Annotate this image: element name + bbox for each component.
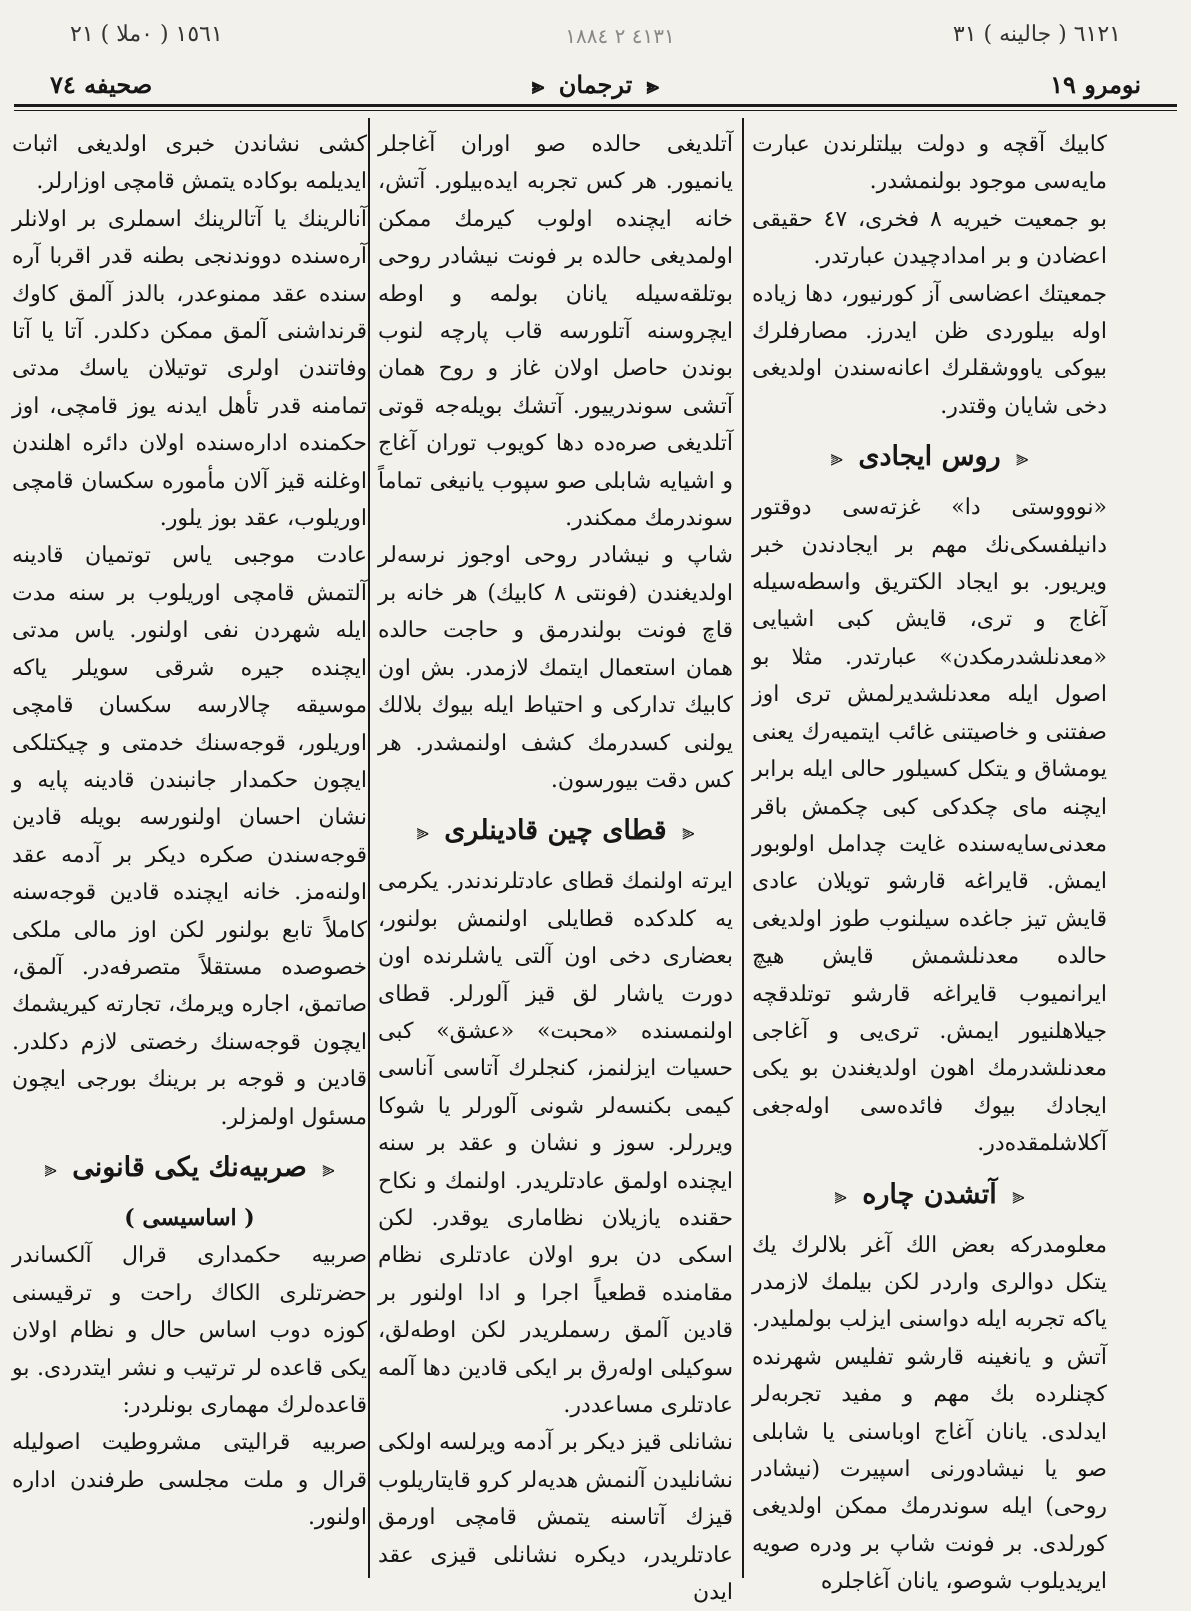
headline-text: روس ايجادى [858,441,1001,473]
top-mark-left: ١٥٦١ ( ٠ملا ) ٢١ [70,22,223,47]
ornament-icon: ⫷ [1016,446,1029,472]
paragraph: ايرته اولنمك قطاى عادتلرندندر. يكرمى يه كلدكده قطايلى اولنمش بولنور، بعضارى دخى اون آلتى ياشلرنده اون دورت ياشار لق قيز آلورلر. قطاى اولنمسنده «محبت» «عشق» كبى حسيات ايزلنمز، كنجلرك آتاسى آناسى كيمى بكنسه‌لر شونى آلورلر يا شوكا ويررلر. سوز و نشان و عقد بر سنه ايچنده اولمق عادتلريدر. اولنمك و نكاح حقنده يازيلان نظامارى يوقدر. لكن اسكى دن برو اولان عادتلرى نظام مقامنده قطعياً اجرا و ادا اولنور بر قادين آلمق رسملريدر لكن اوطه‌لق، سوكيلى اوله‌رق بر ايكى قادين دها آلمه عادتلرى مساعددر. [378,869,733,1418]
headline-text: صربيه‌نك يكى قانونى [72,1151,307,1183]
header-rule [14,104,1177,107]
ornament-icon: ⫷ [531,73,545,99]
top-mark-right: ٦١٢١ ( جالينه ) ٣١ [952,22,1121,47]
column-right [752,126,1107,1595]
ornament-icon: ⫷ [44,1156,57,1182]
paragraph: شاپ و نيشادر روحى اوجوز نرسه‌لر اولديغندن (فونتى ٨ كابيك) هر خانه بر قاچ فونت بولندرمق و حاجت حالده همان استعمال ايتمك لازمدر. بش اون كابيك تداركى و احتياط ايله بيوك بلالك يولنى كسدرمك كشف اولنمشدر. هر كس دقت بيورسون. [378,543,733,793]
article-headline [752,1173,1107,1219]
masthead [20,66,1171,106]
paragraph: معلومدركه بعض الك آغر بلالرك يك يتكل دوالرى واردر لكن بيلمك لازمدر ياكه تجربه ايله دواسنى ايزلب بولمليدر. آتش و يانغينه قارشو تفليس شهرنده كچنلرده بك مهم و مفيد تجربه‌لر ايدلدى. يانان آغاج اوباسنى يا شابلى صو يا نيشادورنى اسپيرت (نيشادر روحى) ايله سوندرمك ممكن اولديغى كورلدى. بر فونت شاپ بر ودره صويه ايريديلوب شوصو، يانان آغاجلره [752,1232,1107,1595]
column-divider [742,118,744,1578]
newspaper-title [20,70,1171,99]
ornament-icon: ⫷ [834,1183,847,1209]
paragraph: آنالرينك يا آتالرينك اسملرى بر اولانلر آره‌سنده دووندنجى بطنه قدر اقربا آره سنده عقد ممنوعدر، بالدز آلمق كاوك قرنداشنى آلمق ممكن دكلدر. آتا يا آتا وفاتندن اولرى توتيلان ياسك مدتى تمامنه قدر تأهل ايدنه يوز قامچى، اوز حكمنده اداره‌سنده اولان دائره اهلندن اوغلنه قيز آلان مأموره سكسان قامچى اوريلوب، عقد بوز يلور. [12,206,367,532]
paragraph: كشى نشاندن خبرى اولديغى اثبات ايديلمه بوكاده يتمش قامچى اوزارلر. [12,132,367,195]
paragraph: صربيه حكمدارى قرال آلكساندر حضرتلرى الكاك راحت و ترقيسنى كوزه دوب اساس حال و نظام اولان يكى قاعده لر ترتيب و نشر ايتدردى. بو قاعده‌لرك مهمارى بونلردر: [12,1243,367,1418]
header-rule-thin [14,110,1177,111]
issue-number: نومرو ١٩ [1050,70,1141,99]
newspaper-name: ترجمان [558,70,633,99]
paragraph: صربيه قراليتى مشروطيت اصوليله قرال و ملت مجلسى طرفندن اداره اولنور. [12,1430,367,1531]
article-subheading: ( اساسيسى ) [124,1204,255,1231]
ornament-icon: ⫷ [416,820,429,846]
ornament-icon: ⫷ [1012,1183,1025,1209]
article-headline [378,809,733,855]
column-divider [368,118,370,1578]
paragraph: عادت موجبى ياس توتميان قادينه آلتمش قامچى اوريلوب بر سنه مدت ايله شهردن نفى اولنور. ياس مدتى ايچنده جيره شرقى سويلر ياكه موسيقه چالارسه سكسان قامچى اوريلور، قوجه‌سنك خدمتى و چيكتلكى ايچون حكمدار جانبندن قادينه پايه و نشان احسان اولنورسه بويله قادين قوجه‌سندن صكره ديكر بر آدمه عقد اولنه‌مز. خانه ايچنده قادين قوجه‌سنه كاملاً تابع بولنور لكن اوز مالى ملكى خصوصده مستقلاً متصرفه‌در. آلمق، صاتمق، اجاره ويرمك، تجارته كيريشمك ايچون قوجه‌سنك رخصتى لازم دكلدر. قادين و قوجه بر برينك بورجى ايچون مسئول اولمزلر. [12,543,367,1130]
paragraph: آتلديغى حالده صو اوران آغاجلر يانميور. هر كس تجربه ايده‌بيلور. آتش، خانه ايچنده اولوب كيرمك ممكن اولمديغى حالده بر فونت نيشادر روحى بوتلقه‌سيله يانان بولمه و اوطه ايچروسنه آتلورسه قاب پارچه لنوب بوندن حاصل اولان غاز و روح همان آتشى سوندرييور. آتشك بويله‌جه قوتى آتلديغى صره‌ده دها كويوب توران آغاج و اشيايه شابلى صو سپوب يانيغى تماماً سوندرمك ممكندر. [378,132,733,532]
ornament-icon: ⫷ [646,73,660,99]
paragraph: نشانلى قيز ديكر بر آدمه ويرلسه اولكى نشانليدن آلنمش هديه‌لر كرو قايتاريلوب قيزك آتاسنه يتمش قامچى اورمق عادتلريدر، ديكره نشانلى قيزى عقد ايدن [378,1430,733,1606]
headline-text: آتشدن چاره [862,1178,997,1210]
paragraph: بو جمعيت خيريه ٨ فخرى، ٤٧ حقيقى اعضادن و بر امدادچيدن عبارتدر. [752,206,1107,270]
paragraph: كابيك آقچه و دولت بيلتلرندن عبارت مايه‌سى موجود بولنمشدر. [752,132,1107,195]
paragraph: جمعيتك اعضاسى آز كورنيور، دها زياده اوله بيلوردى ظن ايدرز. مصارفلرك بيوكى ياووشقلرك اعانه‌سندن اولديغى دخى شايان وقتدر. [752,281,1107,419]
column-left [12,126,367,1576]
column-middle [378,126,733,1606]
page-number: صحيفه ٧٤ [50,70,153,99]
article-headline [752,435,1107,481]
paragraph: «نوووستى دا» غزته‌سى دوقتور دانيلفسكى‌نك مهم بر ايجادندن خبر ويريور. بو ايجاد الكتريق واسطه‌سيله آغاج و ترى، قايش كبى اشيايى «معدنلشدرمكدن» عبارتدر. مثلا بو اصول ايله معدنلشديرلمش ترى اوز صفتنى و خاصيتنى غائب ايتميه‌رك يعنى يومشاق و يتكل كسيلور حالى ايله برابر ايچنه ماى چكدكى كبى چكمش باقر معدنى‌سايه‌سنده غايت چدامل اولوبور ايمش. قايراغه قارشو تويلان عادى قايش تيز جاغده سيلنوب طوز اولديغى حالده معدنلشمش قايش هيچ ايرانميوب قايراغه قارشو توتلدقچه جيلاهلنيور ايمش. ترى‌يى و آغاجى معدنلشدرمك اهون اولديغندن بو يكى ايجادك بيوك فائده‌سى اوله‌جغى آكلاشلمقده‌در. [752,495,1107,1157]
article-headline [12,1146,367,1192]
ornament-icon: ⫷ [682,820,695,846]
handwritten-marks [40,22,1151,58]
top-mark-middle: ٤١٣١ ٢ ١٨٨٤ [565,24,675,48]
ornament-icon: ⫷ [322,1156,335,1182]
ornament-icon: ⫷ [830,446,843,472]
headline-text: قطاى چين قادينلرى [444,815,667,847]
